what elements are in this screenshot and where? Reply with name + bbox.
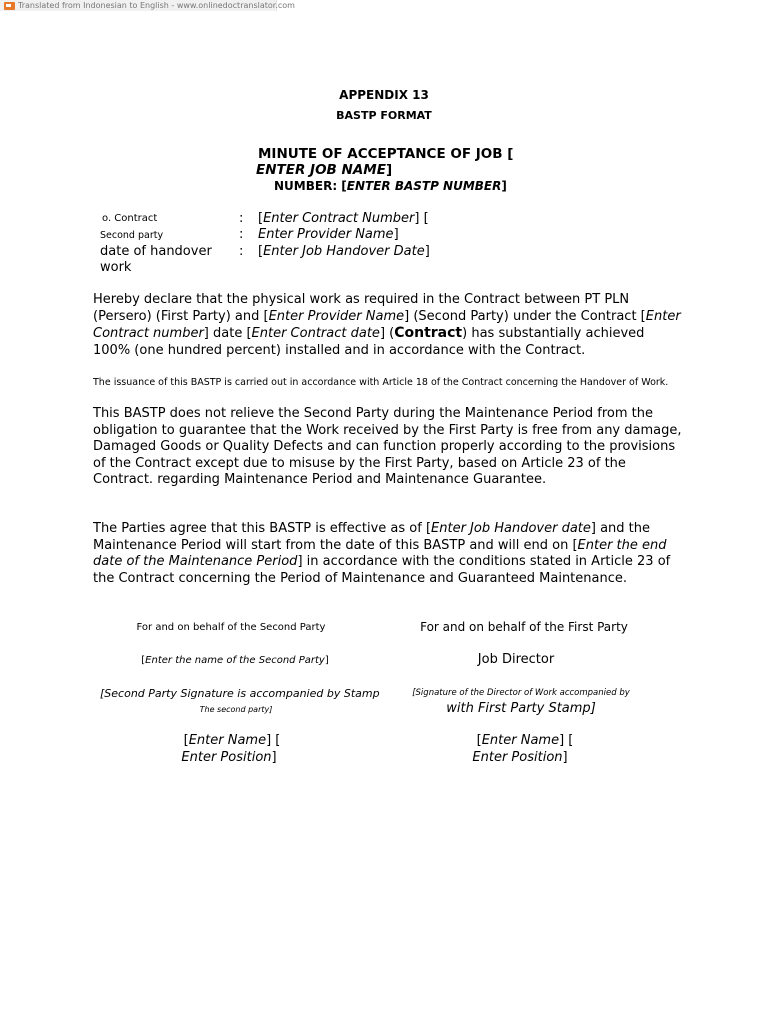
document-title: MINUTE OF ACCEPTANCE OF JOB [ xyxy=(258,146,514,162)
translator-banner[interactable] xyxy=(0,0,295,11)
position-placeholder: Enter Position xyxy=(181,750,272,765)
second-party-label: Second party xyxy=(100,230,164,241)
second-party-signature-note: [Second Party Signature is accompanied by Stamp xyxy=(100,687,380,700)
field-colon: : xyxy=(239,244,244,259)
second-party-enter-name: [Enter Name] [ xyxy=(183,733,281,748)
second-party-signature-note-line2: The second party] xyxy=(199,705,273,714)
first-party-signature-note-line2: with First Party Stamp] xyxy=(446,701,596,716)
first-party-enter-position: Enter Position] xyxy=(472,750,568,765)
contract-date-placeholder: Enter Contract date xyxy=(251,326,380,341)
name-placeholder: Enter Name xyxy=(188,733,267,748)
banner-text: Translated from Indonesian to English - www.onlinedoctranslator.com xyxy=(18,1,295,10)
contract-number-value: [Enter Contract Number] [ xyxy=(258,211,429,226)
handover-date-placeholder: Enter Job Handover date xyxy=(431,521,591,536)
second-party-name-placeholder: Enter the name of the Second Party xyxy=(145,655,325,666)
first-party-behalf: For and on behalf of the First Party xyxy=(420,620,628,634)
field-colon: : xyxy=(239,227,244,242)
job-director-title: Job Director xyxy=(477,652,555,667)
format-heading: BASTP FORMAT xyxy=(336,109,432,122)
contract-number-placeholder: Enter Contract number xyxy=(93,308,681,341)
contract-number-label: o. Contract xyxy=(102,213,158,224)
position-placeholder: Enter Position xyxy=(472,750,563,765)
handover-date-placeholder: Enter Job Handover Date xyxy=(263,244,425,259)
second-party-enter-position: Enter Position] xyxy=(181,750,277,765)
declaration-paragraph: Hereby declare that the physical work as required in the Contract between PT PLN (Persero) (First Party) and [Enter Provider Name] (Second Party) under the Contract [Enter Contract number] date [Enter Contract date] (Contract) has substantially achieved 100% (one hundred percent) installed and in accordance with the Contract. xyxy=(93,292,681,358)
contract-term: Contract xyxy=(394,325,463,341)
contract-number-placeholder: Enter Contract Number xyxy=(263,211,415,226)
first-party-enter-name: [Enter Name] [ xyxy=(476,733,574,748)
appendix-heading: APPENDIX 13 xyxy=(339,88,429,102)
maintenance-obligation-paragraph: This BASTP does not relieve the Second Party during the Maintenance Period from the obligation to guarantee that the Work received by the First Party is free from any damage, Damaged Goods or Quality Defects and can function properly according to the provisions of the Contract except due to misuse by the First Party, based on Article 23 of the Contract. regarding Maintenance Period and Maintenance Guarantee. xyxy=(93,406,682,487)
name-placeholder: Enter Name xyxy=(481,733,560,748)
field-colon: : xyxy=(239,211,244,226)
provider-name-placeholder: Enter Provider Name xyxy=(268,308,405,324)
issuance-paragraph: The issuance of this BASTP is carried out in accordance with Article 18 of the Contract concerning the Handover of Work. xyxy=(93,377,669,388)
document-translate-icon xyxy=(4,2,15,10)
handover-date-value: [Enter Job Handover Date] xyxy=(258,244,430,259)
bastp-number-placeholder: ENTER BASTP NUMBER xyxy=(346,179,502,193)
provider-name-value: Enter Provider Name] xyxy=(258,227,399,242)
second-party-behalf: For and on behalf of the Second Party xyxy=(136,622,326,633)
bastp-number-line: NUMBER: [ENTER BASTP NUMBER] xyxy=(274,179,507,193)
second-party-name-line: [Enter the name of the Second Party] xyxy=(141,655,329,666)
first-party-signature-note: [Signature of the Director of Work accompanied by xyxy=(412,688,630,698)
provider-name-placeholder: Enter Provider Name xyxy=(258,227,394,242)
job-name-line: ENTER JOB NAME] xyxy=(256,162,393,178)
handover-date-label-line2: work xyxy=(100,260,132,275)
job-name-placeholder: ENTER JOB NAME xyxy=(256,162,386,178)
effective-date-paragraph: The Parties agree that this BASTP is effective as of [Enter Job Handover date] and the Maintenance Period will start from the date of this BASTP and will end on [Enter the end date of the Maintenance Period] in accordance with the conditions stated in Article 23 of the Contract concerning the Period of Maintenance and Guaranteed Maintenance. xyxy=(93,521,671,586)
handover-date-label: date of handover xyxy=(100,244,212,259)
maintenance-end-date-placeholder: Enter the end date of the Maintenance Period xyxy=(93,537,667,569)
